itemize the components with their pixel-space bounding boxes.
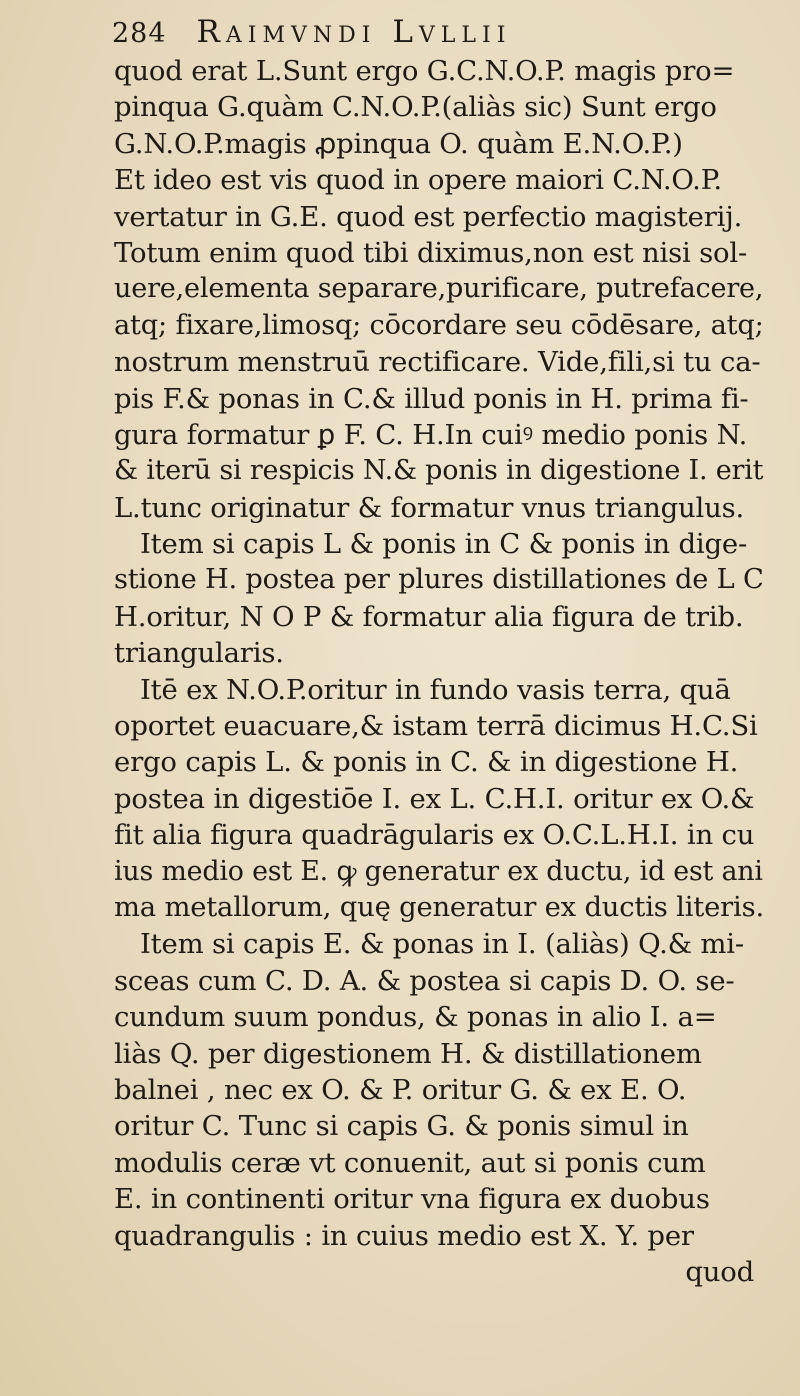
text-line: G.N.O.P.magis ꝓpinqua O. quàm E.N.O.P.) (114, 127, 683, 160)
text-line: triangularis. (114, 637, 284, 670)
text-line: postea in digestiōe I. ex L. C.H.I. oritur ex O.& (114, 782, 755, 815)
text-line: quadrangulis : in cuius medio est X. Y. per (114, 1219, 694, 1252)
body-text (114, 53, 764, 1290)
text-line: pis F.& ponas in C.& illud ponis in H. prima fi- (114, 382, 749, 415)
text-line: & iterū si respicis N.& ponis in digestione I. erit (114, 455, 764, 487)
text-line: liàs Q. per digestionem H. & distillationem (114, 1037, 702, 1070)
text-line: Totum enim quod tibi diximus,non est nisi sol- (114, 236, 748, 269)
text-line: gura formatur ꝑ F. C. H.In cuiꝰ medio ponis N. (114, 418, 748, 451)
text-line: Itē ex N.O.P.oritur in fundo vasis terra, quā (140, 673, 731, 706)
text-line: Item si capis E. & ponas in I. (aliàs) Q.& mi- (140, 928, 744, 961)
text-line: ergo capis L. & ponis in C. & in digestione H. (114, 746, 739, 779)
text-line: quod erat L.Sunt ergo G.C.N.O.P. magis pro= (114, 55, 735, 87)
text-line: Item si capis L & ponis in C & ponis in dige- (140, 528, 748, 561)
text-line: stione H. postea per plures distillationes de L C (114, 564, 764, 596)
text-line: oritur C. Tunc si capis G. & ponis simul in (114, 1110, 689, 1143)
page-header (112, 14, 672, 56)
text-line: balnei , nec ex O. & P. oritur G. & ex E. O. (114, 1073, 687, 1106)
text-line: uere,elementa separare,purificare, putrefacere, (114, 273, 764, 305)
text-line: Et ideo est vis quod in opere maiori C.N.O.P. (114, 164, 722, 197)
running-head: Raimvndi Lvllii (196, 14, 512, 50)
text-line: modulis ceræ vt conuenit, aut si ponis cum (114, 1146, 706, 1179)
text-line: atq; fixare,limosq; cōcordare seu cōdēsare, atq; (114, 309, 764, 341)
text-line: fit alia figura quadrāgularis ex O.C.L.H.I. in cu (114, 819, 755, 852)
page-number: 284 (112, 18, 167, 49)
text-line: sceas cum C. D. A. & postea si capis D. O. se- (114, 964, 735, 997)
text-line: cundum suum pondus, & ponas in alio I. a= (114, 1001, 717, 1034)
text-line: L.tunc originatur & formatur vnus triangulus. (114, 491, 745, 524)
text-line: ius medio est E. ꝙ generatur ex ductu, id est ani (114, 855, 763, 887)
text-line: vertatur in G.E. quod est perfectio magisterij. (114, 200, 743, 233)
text-line: nostrum menstruū rectificare. Vide,fili,si tu ca- (114, 346, 761, 379)
text-line: E. in continenti oritur vna figura ex duobus (114, 1183, 710, 1216)
text-line: ma metallorum, quę generatur ex ductis literis. (114, 891, 764, 923)
text-line: H.oritur, N O P & formatur alia figura de trib. (114, 600, 744, 633)
catchword: quod (685, 1255, 754, 1288)
text-line: oportet euacuare,& istam terrā dicimus H.C.Si (114, 710, 758, 743)
text-line: pinqua G.quàm C.N.O.P.(aliàs sic) Sunt ergo (114, 91, 717, 124)
